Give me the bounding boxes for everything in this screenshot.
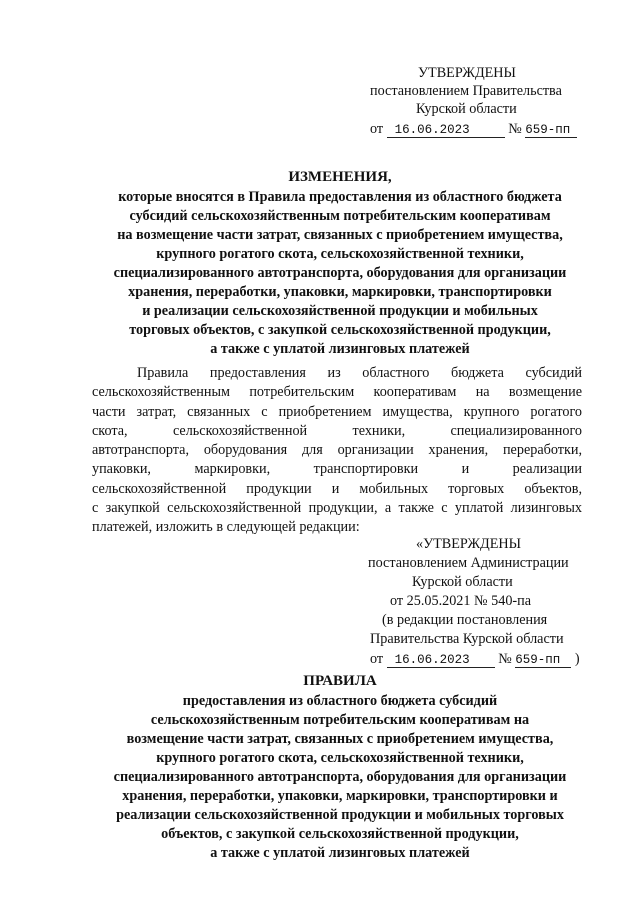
approval-line: Правительства Курской области (370, 631, 564, 647)
changes-subtitle-line: специализированного автотранспорта, оборудования для организации (113, 265, 567, 281)
ot-label: от (370, 651, 384, 667)
body-line: Правила предоставления из областного бюджета субсидий (137, 365, 582, 381)
approval-date (387, 123, 505, 138)
rules-subtitle-line: возмещение части затрат, связанных с приобретением имущества, (126, 731, 554, 747)
number-prefix: № (508, 121, 522, 137)
body-line: упаковки, маркировки, транспортировки и реализации (92, 461, 582, 478)
approval-number (515, 653, 571, 668)
changes-subtitle-line: и реализации сельскохозяйственной продукции и мобильных (142, 303, 538, 319)
body-line: сельскохозяйственной продукции и мобильных торговых объектов, (92, 480, 582, 497)
rules-subtitle-line: а также с уплатой лизинговых платежей (210, 845, 470, 861)
rules-subtitle-line: реализации сельскохозяйственной продукции и мобильных торговых (116, 807, 564, 823)
body-line: автотранспорта, оборудования для организации хранения, переработки, (92, 442, 582, 459)
number-prefix: № (498, 651, 512, 667)
closing-paren: ) (574, 651, 580, 667)
changes-subtitle-line: а также с уплатой лизинговых платежей (210, 341, 470, 357)
approval-line: постановлением Администрации (368, 555, 569, 571)
rules-subtitle-line: объектов, с закупкой сельскохозяйственной продукции, (161, 826, 519, 842)
approval-line: от 25.05.2021 № 540-па (390, 593, 532, 609)
approval-number-value: 659-пп (515, 653, 561, 667)
changes-subtitle-line: на возмещение части затрат, связанных с приобретением имущества, (117, 227, 563, 243)
changes-subtitle-line: хранения, переработки, упаковки, маркировки, транспортировки (128, 284, 552, 300)
approval-date-value: 16.06.2023 (394, 123, 470, 137)
approval-title: «УТВЕРЖДЕНЫ (416, 536, 521, 552)
body-line: с закупкой сельскохозяйственной продукции, а также с уплатой лизинговых (92, 500, 582, 517)
changes-subtitle-line: субсидий сельскохозяйственным потребительским кооперативам (129, 208, 551, 224)
changes-subtitle-line: крупного рогатого скота, сельскохозяйственной техники, (156, 246, 524, 262)
approval-date-value: 16.06.2023 (394, 653, 470, 667)
approval-number (525, 123, 577, 138)
body-paragraph (92, 364, 582, 538)
changes-subtitle-line: которые вносятся в Правила предоставления из областного бюджета (118, 189, 562, 205)
approval-number-value: 659-пп (525, 123, 571, 137)
changes-heading: ИЗМЕНЕНИЯ, (288, 169, 392, 185)
approval-title: УТВЕРЖДЕНЫ (418, 65, 516, 81)
body-line: платежей, изложить в следующей редакции: (92, 519, 360, 536)
rules-heading: ПРАВИЛА (303, 673, 377, 689)
body-line: скота, сельскохозяйственной техники, специализированного (92, 422, 582, 439)
rules-subtitle-line: сельскохозяйственным потребительским кооперативам на (150, 712, 530, 728)
changes-subtitle-line: торговых объектов, с закупкой сельскохозяйственной продукции, (129, 322, 551, 338)
approval-line: Курской области (412, 574, 513, 590)
ot-label: от (370, 121, 384, 137)
rules-subtitle-line: специализированного автотранспорта, оборудования для организации (113, 769, 567, 785)
approval-date-line (370, 120, 577, 138)
approval-date-line (370, 650, 580, 668)
approval-line: постановлением Правительства (370, 83, 562, 99)
rules-subtitle-line: крупного рогатого скота, сельскохозяйственной техники, (156, 750, 524, 766)
rules-subtitle-line: предоставления из областного бюджета субсидий (182, 693, 498, 709)
body-line: части затрат, связанных с приобретением имущества, крупного рогатого (92, 403, 582, 420)
rules-subtitle-line: хранения, переработки, упаковки, маркировки, транспортировки и (122, 788, 558, 804)
approval-date (387, 653, 495, 668)
body-line: сельскохозяйственным потребительским кооперативам на возмещение (92, 384, 582, 401)
approval-line: (в редакции постановления (382, 612, 548, 628)
approval-line: Курской области (416, 101, 517, 117)
